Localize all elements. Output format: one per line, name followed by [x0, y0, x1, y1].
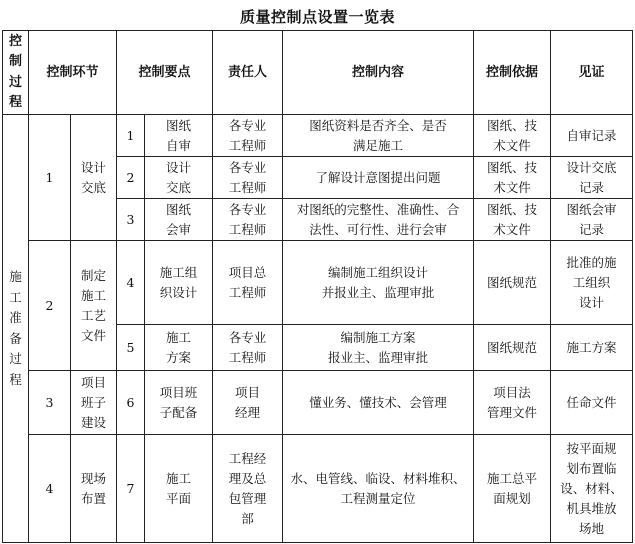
group-number: 1 [29, 115, 71, 241]
control-basis: 图纸规范 [474, 241, 551, 325]
header-person: 责任人 [213, 31, 283, 115]
control-point: 设计 交底 [145, 157, 213, 199]
header-content: 控制内容 [283, 31, 474, 115]
table-row [3, 435, 633, 543]
control-point: 施工 平面 [145, 435, 213, 543]
group-name: 制定 施工 工艺 文件 [71, 241, 117, 371]
evidence: 设计交底 记录 [551, 157, 633, 199]
responsible-person: 各专业 工程师 [213, 325, 283, 371]
header-link: 控制环节 [29, 31, 117, 115]
evidence: 施工方案 [551, 325, 633, 371]
group-number: 3 [29, 371, 71, 435]
control-point: 施工 方案 [145, 325, 213, 371]
control-point: 图纸 会审 [145, 199, 213, 241]
group-number: 4 [29, 435, 71, 543]
responsible-person: 各专业 工程师 [213, 115, 283, 157]
control-content: 对图纸的完整性、准确性、合 法性、可行性、进行会审 [283, 199, 474, 241]
control-basis: 图纸、技 术文件 [474, 115, 551, 157]
control-content: 水、电管线、临设、材料堆积、 工程测量定位 [283, 435, 474, 543]
control-basis: 施工总平 面规划 [474, 435, 551, 543]
group-number: 2 [29, 241, 71, 371]
evidence: 任命文件 [551, 371, 633, 435]
table-row [3, 241, 633, 325]
responsible-person: 项目 经理 [213, 371, 283, 435]
group-name: 设计 交底 [71, 115, 117, 241]
row-number: 6 [117, 371, 145, 435]
responsible-person: 各专业 工程师 [213, 157, 283, 199]
header-point: 控制要点 [117, 31, 213, 115]
evidence: 图纸会审 记录 [551, 199, 633, 241]
evidence: 按平面规 划布置临 设、材料、 机具堆放 场地 [551, 435, 633, 543]
table-row [3, 115, 633, 157]
evidence: 批准的施 工组织 设计 [551, 241, 633, 325]
responsible-person: 工程经 理及总 包管理 部 [213, 435, 283, 543]
control-point: 项目班 子配备 [145, 371, 213, 435]
evidence: 自审记录 [551, 115, 633, 157]
control-basis: 图纸、技 术文件 [474, 199, 551, 241]
header-row [3, 31, 633, 115]
control-point: 施工组 织设计 [145, 241, 213, 325]
header-evidence: 见证 [551, 31, 633, 115]
control-basis: 项目法 管理文件 [474, 371, 551, 435]
control-content: 编制施工方案 报业主、监理审批 [283, 325, 474, 371]
row-number: 7 [117, 435, 145, 543]
control-basis: 图纸规范 [474, 325, 551, 371]
row-number: 3 [117, 199, 145, 241]
row-number: 2 [117, 157, 145, 199]
row-number: 4 [117, 241, 145, 325]
table-row [3, 371, 633, 435]
control-content: 编制施工组织设计 并报业主、监理审批 [283, 241, 474, 325]
quality-control-table [2, 30, 633, 543]
row-number: 1 [117, 115, 145, 157]
responsible-person: 各专业 工程师 [213, 199, 283, 241]
header-basis: 控制依据 [474, 31, 551, 115]
control-content: 了解设计意图提出问题 [283, 157, 474, 199]
row-number: 5 [117, 325, 145, 371]
responsible-person: 项目总 工程师 [213, 241, 283, 325]
group-name: 项目 班子 建设 [71, 371, 117, 435]
control-content: 图纸资料是否齐全、是否 满足施工 [283, 115, 474, 157]
group-name: 现场 布置 [71, 435, 117, 543]
header-process: 控 制 过 程 [3, 31, 29, 115]
control-content: 懂业务、懂技术、会管理 [283, 371, 474, 435]
control-basis: 图纸、技 术文件 [474, 157, 551, 199]
control-point: 图纸 自审 [145, 115, 213, 157]
stage-label: 施 工 准 备 过 程 [3, 115, 29, 543]
table-title: 质量控制点设置一览表 [239, 8, 395, 26]
